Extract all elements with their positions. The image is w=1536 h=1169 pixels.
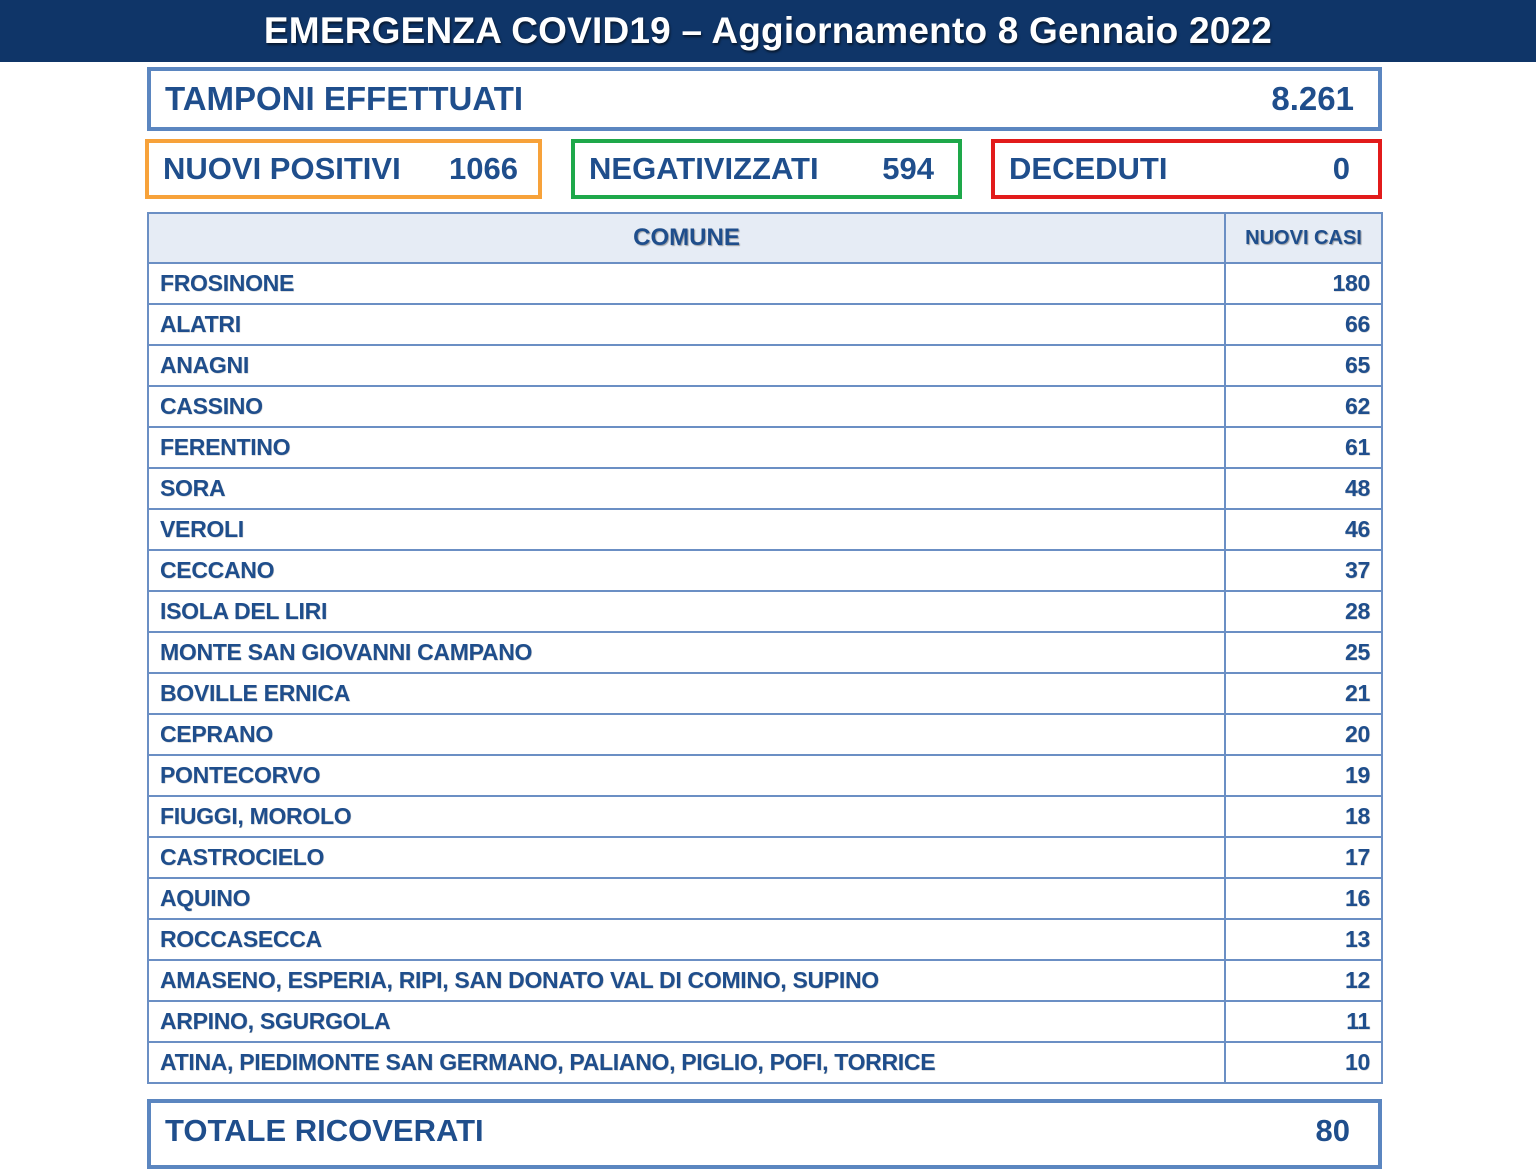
header-nuovi-casi: NUOVI CASI [1225, 213, 1382, 263]
comune-cell: ISOLA DEL LIRI [148, 591, 1225, 632]
nuovi-casi-cell: 21 [1225, 673, 1382, 714]
nuovi-casi-cell: 16 [1225, 878, 1382, 919]
nuovi-casi-cell: 46 [1225, 509, 1382, 550]
tamponi-box [147, 67, 1382, 131]
comune-cell: ROCCASECCA [148, 919, 1225, 960]
nuovi-casi-cell: 18 [1225, 796, 1382, 837]
nuovi-casi-cell: 19 [1225, 755, 1382, 796]
nuovi-casi-cell: 12 [1225, 960, 1382, 1001]
comune-cell: AQUINO [148, 878, 1225, 919]
table-row [148, 386, 1382, 427]
nuovi-casi-cell: 13 [1225, 919, 1382, 960]
table-row [148, 345, 1382, 386]
comune-cell: ALATRI [148, 304, 1225, 345]
table-row [148, 591, 1382, 632]
comune-cell: CASTROCIELO [148, 837, 1225, 878]
comuni-table [147, 212, 1383, 1084]
page-title: EMERGENZA COVID19 – Aggiornamento 8 Gennaio 2022 [263, 10, 1273, 51]
table-row [148, 837, 1382, 878]
table-row [148, 878, 1382, 919]
table-header-row [148, 213, 1382, 263]
table-row [148, 468, 1382, 509]
table-row [148, 509, 1382, 550]
ricoverati-label: TOTALE RICOVERATI [165, 1113, 484, 1148]
table-row [148, 673, 1382, 714]
nuovi-casi-cell: 37 [1225, 550, 1382, 591]
deceduti-label: DECEDUTI [1009, 151, 1168, 186]
deceduti-value: 0 [1332, 151, 1350, 186]
nuovi-casi-cell: 180 [1225, 263, 1382, 304]
table-row [148, 796, 1382, 837]
nuovi-casi-cell: 17 [1225, 837, 1382, 878]
nuovi-casi-cell: 62 [1225, 386, 1382, 427]
table-row [148, 1042, 1382, 1083]
comune-cell: ARPINO, SGURGOLA [148, 1001, 1225, 1042]
ricoverati-box [147, 1099, 1382, 1169]
nuovi-casi-cell: 11 [1225, 1001, 1382, 1042]
comune-cell: SORA [148, 468, 1225, 509]
nuovi-casi-cell: 20 [1225, 714, 1382, 755]
title-bar [0, 0, 1536, 62]
table-row [148, 550, 1382, 591]
nuovi-casi-cell: 61 [1225, 427, 1382, 468]
comune-cell: BOVILLE ERNICA [148, 673, 1225, 714]
table-row [148, 632, 1382, 673]
comune-cell: ANAGNI [148, 345, 1225, 386]
nuovi-casi-cell: 10 [1225, 1042, 1382, 1083]
ricoverati-value: 80 [1315, 1113, 1350, 1148]
comune-cell: FERENTINO [148, 427, 1225, 468]
comune-cell: CEPRANO [148, 714, 1225, 755]
table-row [148, 714, 1382, 755]
table-row [148, 960, 1382, 1001]
positivi-value: 1066 [449, 151, 518, 186]
table-row [148, 1001, 1382, 1042]
comune-cell: ATINA, PIEDIMONTE SAN GERMANO, PALIANO, PIGLIO, POFI, TORRICE [148, 1042, 1225, 1083]
negativizzati-label: NEGATIVIZZATI [589, 151, 819, 186]
table-row [148, 919, 1382, 960]
comune-cell: FROSINONE [148, 263, 1225, 304]
tamponi-label: TAMPONI EFFETTUATI [165, 80, 524, 117]
comune-cell: FIUGGI, MOROLO [148, 796, 1225, 837]
positivi-box [145, 139, 542, 199]
comune-cell: AMASENO, ESPERIA, RIPI, SAN DONATO VAL DI COMINO, SUPINO [148, 960, 1225, 1001]
comune-cell: PONTECORVO [148, 755, 1225, 796]
comune-cell: MONTE SAN GIOVANNI CAMPANO [148, 632, 1225, 673]
table-row [148, 304, 1382, 345]
positivi-label: NUOVI POSITIVI [163, 151, 401, 186]
comune-cell: CASSINO [148, 386, 1225, 427]
nuovi-casi-cell: 66 [1225, 304, 1382, 345]
negativizzati-value: 594 [882, 151, 934, 186]
nuovi-casi-cell: 28 [1225, 591, 1382, 632]
nuovi-casi-cell: 48 [1225, 468, 1382, 509]
table-row [148, 263, 1382, 304]
comune-cell: CECCANO [148, 550, 1225, 591]
table-row [148, 427, 1382, 468]
nuovi-casi-cell: 65 [1225, 345, 1382, 386]
table-row [148, 755, 1382, 796]
tamponi-value: 8.261 [1271, 80, 1354, 117]
nuovi-casi-cell: 25 [1225, 632, 1382, 673]
negativizzati-box [571, 139, 962, 199]
deceduti-box [991, 139, 1382, 199]
header-comune: COMUNE [148, 213, 1225, 263]
comune-cell: VEROLI [148, 509, 1225, 550]
